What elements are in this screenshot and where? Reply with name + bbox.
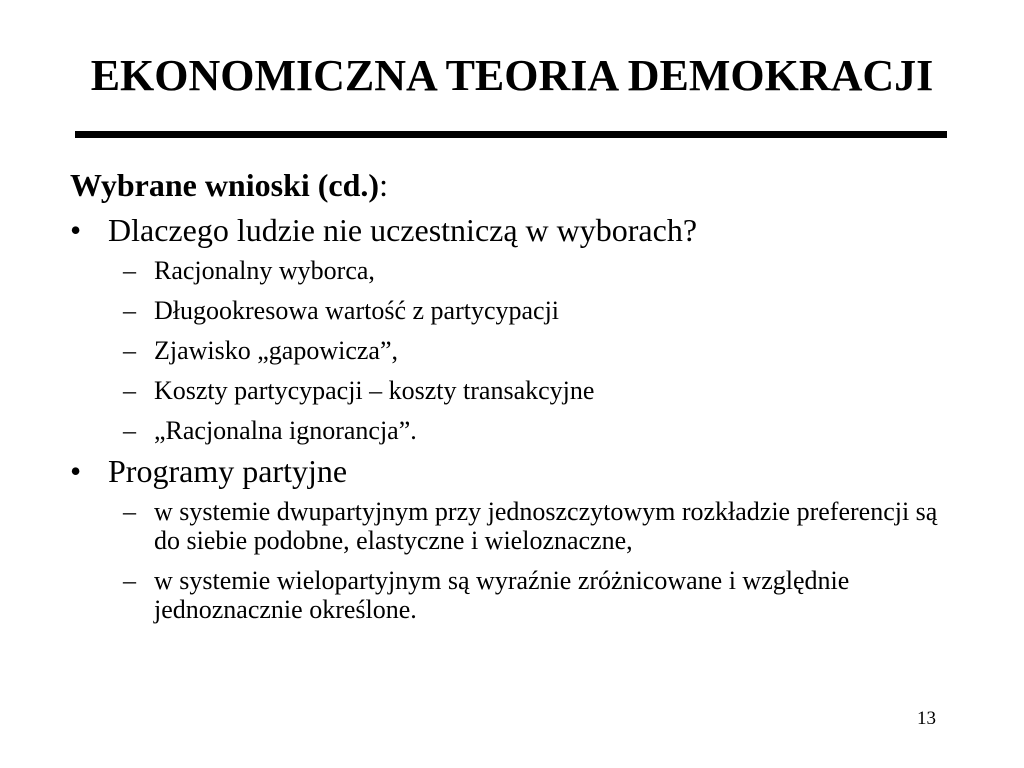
slide-title: EKONOMICZNA TEORIA DEMOKRACJI — [90, 51, 934, 100]
bullet-item — [70, 208, 950, 252]
dash-marker: – — [123, 256, 136, 285]
sub-item — [70, 256, 950, 285]
sub-item-text: w systemie dwupartyjnym przy jednoszczytowym rozkładzie preferencji są do siebie podobne, elastyczne i wieloznaczne, — [154, 497, 938, 555]
bullet-text: Programy partyjne — [108, 453, 348, 489]
dash-marker: – — [123, 296, 136, 325]
sub-item-text: Koszty partycypacji – koszty transakcyjne — [154, 376, 595, 405]
sub-item-text: Racjonalny wyborca, — [154, 256, 375, 285]
sub-item — [70, 336, 950, 365]
dash-marker: – — [123, 416, 136, 445]
sub-list — [70, 256, 950, 445]
sub-item — [70, 497, 950, 555]
section-subtitle — [70, 162, 950, 208]
dash-marker: – — [123, 376, 136, 405]
sub-item — [70, 566, 950, 624]
sub-item — [70, 416, 950, 445]
sub-item-text: Zjawisko „gapowicza”, — [154, 336, 399, 365]
sub-item-text: w systemie wielopartyjnym są wyraźnie zróżnicowane i względnie jednoznacznie określone. — [154, 566, 850, 624]
dash-marker: – — [123, 566, 136, 595]
bullet-item — [70, 449, 950, 493]
title-underline — [75, 131, 947, 138]
sub-item — [70, 296, 950, 325]
subtitle-bold-text: Wybrane wnioski (cd.) — [70, 167, 380, 203]
bullet-marker: • — [70, 212, 82, 248]
sub-list — [70, 497, 950, 624]
bullet-marker: • — [70, 453, 82, 489]
bullet-text: Dlaczego ludzie nie uczestniczą w wyborach? — [108, 212, 698, 248]
page-number: 13 — [917, 708, 936, 729]
slide-content — [70, 162, 950, 624]
sub-item-text: Długookresowa wartość z partycypacji — [154, 296, 560, 325]
sub-item — [70, 376, 950, 405]
dash-marker: – — [123, 336, 136, 365]
dash-marker: – — [123, 497, 136, 526]
subtitle-colon: : — [379, 167, 388, 203]
sub-item-text: „Racjonalna ignorancja”. — [154, 416, 417, 445]
